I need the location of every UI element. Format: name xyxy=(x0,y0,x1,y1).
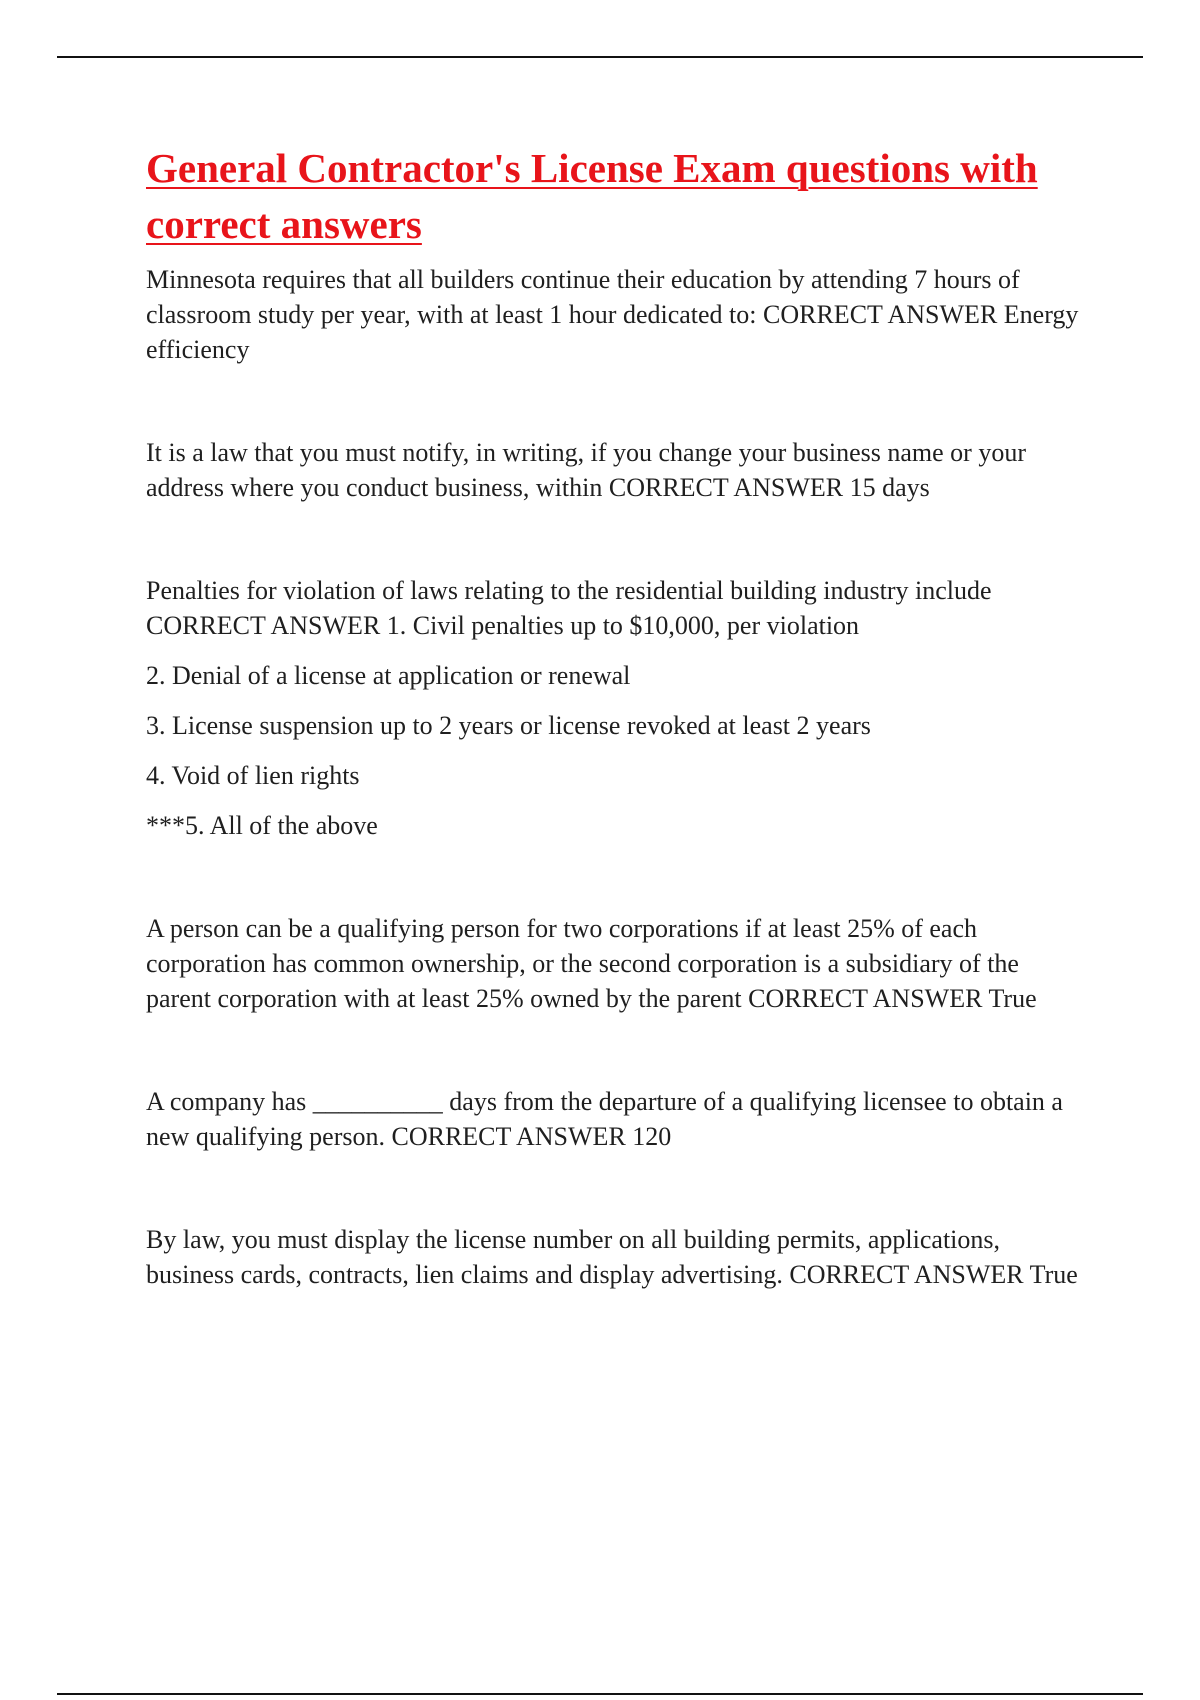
question-6: By law, you must display the license number on all building permits, applications, business cards, contracts, lien claims and display advertising. CORRECT ANSWER True xyxy=(146,1225,1078,1289)
question-3: Penalties for violation of laws relating to the residential building industry include CORRECT ANSWER 1. Civil penalties up to $10,000, per violation xyxy=(146,576,992,640)
answer-list-item: ***5. All of the above xyxy=(146,811,378,840)
header-rule xyxy=(57,56,1143,58)
question-2: It is a law that you must notify, in writing, if you change your business name or your address where you conduct business, within CORRECT ANSWER 15 days xyxy=(146,438,1027,502)
document-body xyxy=(146,140,1086,1292)
answer-list-item: 4. Void of lien rights xyxy=(146,761,360,790)
answer-list-item: 2. Denial of a license at application or renewal xyxy=(146,661,631,690)
question-1: Minnesota requires that all builders continue their education by attending 7 hours of classroom study per year, with at least 1 hour dedicated to: CORRECT ANSWER Energy efficiency xyxy=(146,265,1079,364)
footer-rule xyxy=(57,1693,1143,1695)
answer-list-item: 3. License suspension up to 2 years or license revoked at least 2 years xyxy=(146,711,871,740)
question-5: A company has __________ days from the departure of a qualifying licensee to obtain a new qualifying person. CORRECT ANSWER 120 xyxy=(146,1087,1063,1151)
document-title: General Contractor's License Exam questions with correct answers xyxy=(146,145,1038,247)
question-4: A person can be a qualifying person for two corporations if at least 25% of each corporation has common ownership, or the second corporation is a subsidiary of the parent corporation with at least 25% owned by the parent CORRECT ANSWER True xyxy=(146,914,1037,1013)
